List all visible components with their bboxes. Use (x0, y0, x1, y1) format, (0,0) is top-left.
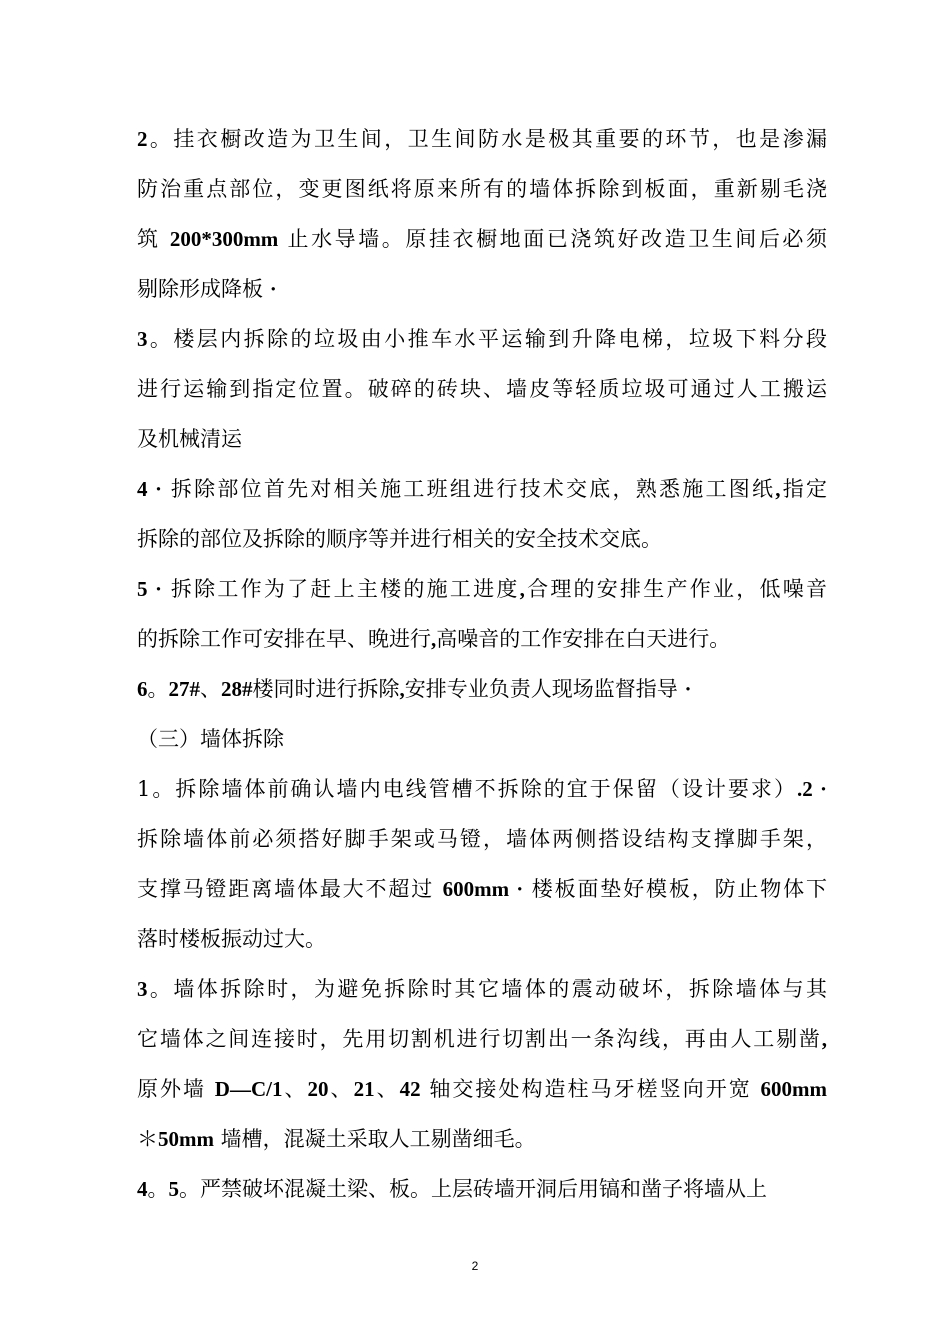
text-run: 。楼层内拆除的垃圾由小推车水平运输到升降电梯，垃圾下料分段 (147, 327, 827, 351)
text-run: 剔除形成降板 (137, 277, 270, 301)
text-run: 指定 (780, 477, 827, 501)
text-line (137, 1074, 827, 1104)
text-run: 拆除工作为了赶上主楼的施工进度 (162, 577, 520, 601)
text-line (137, 224, 827, 254)
text-run: 安排专业负责人现场监督指导 (404, 677, 685, 701)
text-run: , (431, 627, 437, 651)
text-run: 6 (137, 677, 148, 701)
text-run: 3 (137, 977, 148, 1001)
text-line (137, 724, 827, 754)
text-run: 4 (137, 1177, 148, 1201)
text-run: 5 · (137, 577, 162, 601)
text-line (137, 674, 827, 704)
text-line (137, 174, 827, 204)
text-line (137, 924, 827, 954)
text-line (137, 1174, 827, 1204)
text-line (137, 324, 827, 354)
text-run: 27# (168, 677, 200, 701)
text-line (137, 774, 827, 804)
text-run: 2 (137, 127, 148, 151)
text-run: 200*300mm (169, 227, 279, 251)
text-line (137, 624, 827, 654)
text-run: 42 (399, 1077, 421, 1101)
text-run: 高噪音的工作安排在白天进行。 (436, 627, 731, 651)
text-run: , (821, 1027, 827, 1051)
text-line (137, 124, 827, 154)
text-run: 600mm (760, 1077, 827, 1101)
page-number: 2 (471, 1259, 479, 1273)
text-run: 。挂衣橱改造为卫生间，卫生间防水是极其重要的环节，也是渗漏 (147, 127, 827, 151)
text-run: ＊ (137, 1127, 158, 1151)
text-line (137, 824, 827, 854)
text-run: 筑 (137, 227, 170, 251)
text-run: 拆除部位首先对相关施工班组进行技术交底，熟悉施工图纸 (162, 477, 776, 501)
text-run: （三）墙体拆除 (137, 727, 284, 751)
text-run: · (269, 277, 277, 301)
text-run: 、 (282, 1077, 308, 1101)
text-run: 墙槽，混凝土采取人工剔凿细毛。 (214, 1127, 536, 1151)
text-run: 拆除墙体前必须搭好脚手架或马镫，墙体两侧搭设结构支撑脚手架， (137, 827, 827, 851)
text-run: 21 (353, 1077, 375, 1101)
text-run: 、 (374, 1077, 400, 1101)
text-run: 、 (328, 1077, 354, 1101)
text-run: 合理的安排生产作业，低噪音 (524, 577, 827, 601)
text-run: 1。拆除墙体前确认墙内电线管槽不拆除的宜于保留（设计要求） (137, 777, 797, 801)
text-run: 的拆除工作可安排在早、晚进行 (137, 627, 431, 651)
text-run: 、 (200, 677, 221, 701)
text-run: 50mm (158, 1127, 214, 1151)
text-run: , (519, 577, 525, 601)
text-line (137, 474, 827, 504)
text-run: 拆除的部位及拆除的顺序等并进行相关的安全技术交底。 (137, 527, 662, 551)
text-line (137, 374, 827, 404)
text-run: 28# (221, 677, 253, 701)
text-run: .2 · (796, 777, 827, 801)
text-run: , (399, 677, 405, 701)
text-run: 。严禁破坏混凝土梁、板。上层砖墙开洞后用镐和凿子将墙从上 (179, 1177, 767, 1201)
text-run: 楼板面垫好模板，防止物体下 (523, 877, 827, 901)
text-line (137, 874, 827, 904)
text-run: 楼同时进行拆除 (252, 677, 400, 701)
text-run: 600mm · (442, 877, 524, 901)
text-run: 20 (307, 1077, 329, 1101)
text-run: 防治重点部位，变更图纸将原来所有的墙体拆除到板面，重新剔毛浇 (137, 177, 827, 201)
text-line (137, 974, 827, 1004)
text-run: 进行运输到指定位置。破碎的砖块、墙皮等轻质垃圾可通过人工搬运 (137, 377, 827, 401)
text-run: 止水导墙。原挂衣橱地面已浇筑好改造卫生间后必须 (278, 227, 827, 251)
text-run: 4 · (137, 477, 162, 501)
text-run: 原外墙 (137, 1077, 215, 1101)
text-run: 支撑马镫距离墙体最大不超过 (137, 877, 443, 901)
text-run: 。 (147, 1177, 169, 1201)
text-run: · (684, 677, 692, 701)
text-run: 5 (168, 1177, 179, 1201)
text-line (137, 1124, 827, 1154)
text-line (137, 1024, 827, 1054)
text-line (137, 274, 827, 304)
text-run: 及机械清运 (137, 427, 242, 451)
text-run: 。墙体拆除时，为避免拆除时其它墙体的震动破坏，拆除墙体与其 (147, 977, 827, 1001)
text-run: 3 (137, 327, 148, 351)
text-line (137, 424, 827, 454)
text-run: , (775, 477, 781, 501)
text-line (137, 524, 827, 554)
text-run: 落时楼板振动过大。 (137, 927, 326, 951)
text-run: 它墙体之间连接时，先用切割机进行切割出一条沟线，再由人工剔凿 (137, 1027, 822, 1051)
text-run: 。 (147, 677, 169, 701)
text-line (137, 574, 827, 604)
text-run: 轴交接处构造柱马牙槎竖向开宽 (420, 1077, 761, 1101)
text-run: D—C/1 (214, 1077, 283, 1101)
